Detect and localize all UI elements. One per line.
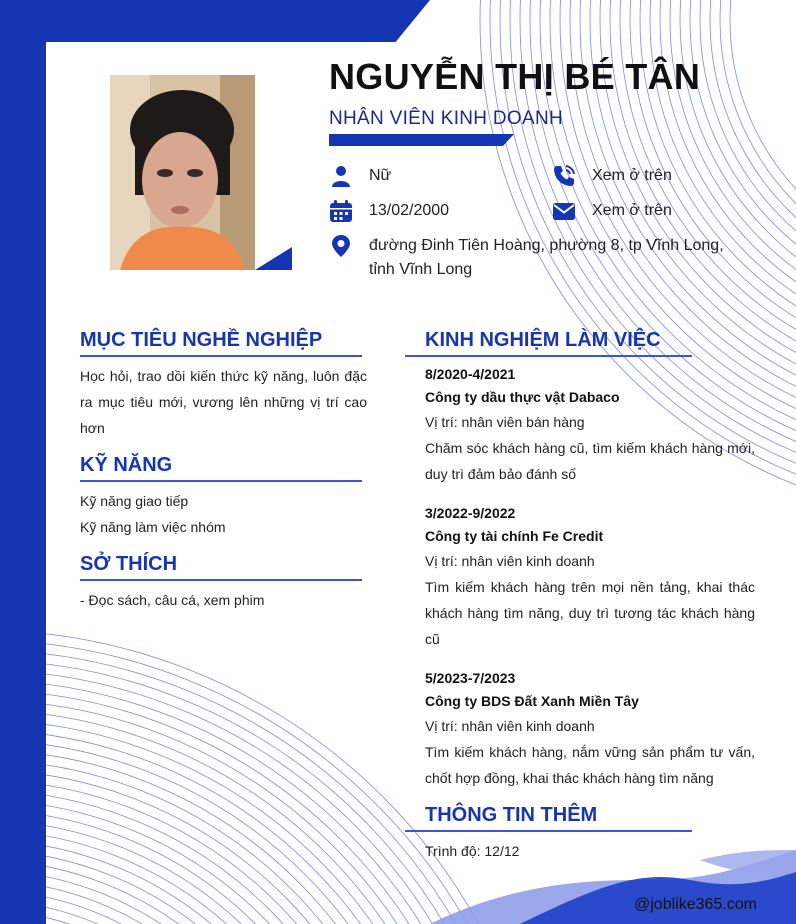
experience-divider [405,355,692,357]
hobbies-text: - Đọc sách, câu cá, xem phim [80,592,265,608]
user-icon [329,164,353,188]
envelope-icon [552,199,576,223]
objective-text: Học hỏi, trao dồi kiến thức kỹ năng, luôn đặc ra mục tiêu mới, vương lên những vị trí cao hơn [80,368,367,436]
left-accent-bar [0,0,46,924]
job-company: Công ty BDS Đất Xanh Miền Tây [425,693,639,709]
contact-address [329,234,749,282]
candidate-name: NGUYỄN THỊ BÉ TÂN [329,56,701,97]
contact-phone [552,164,672,188]
title-underline [329,134,514,146]
contact-email [552,199,672,223]
skills-divider [80,480,362,482]
phone-icon [552,164,576,188]
job-description: Tìm kiếm khách hàng trên mọi nền tảng, khai thác khách hàng tìm năng, duy trì tương tác khách hàng cũ [425,579,755,647]
contact-dob [329,199,449,223]
contact-gender [329,164,391,188]
map-pin-icon [329,234,353,258]
experience-heading: KINH NGHIỆM LÀM VIỆC [425,329,661,351]
phone-value: Xem ở trên [592,167,672,184]
profile-photo [110,75,255,270]
skills-heading: KỸ NĂNG [80,454,173,476]
job-description: Chăm sóc khách hàng cũ, tìm kiếm khách hàng mới, duy trì đảm bảo đánh số [425,440,755,482]
job-period: 3/2022-9/2022 [425,505,516,521]
extra-info-divider [405,830,692,832]
job-title: NHÂN VIÊN KINH DOANH [329,108,564,129]
objective-divider [80,355,362,357]
objective-heading: MỤC TIÊU NGHỀ NGHIỆP [80,329,323,351]
top-accent-bar [0,0,430,42]
job-position: Vị trí: nhân viên bán hàng [425,414,585,430]
watermark: @joblike365.com [634,896,757,913]
job-position: Vị trí: nhân viên kinh doanh [425,718,595,734]
job-company: Công ty dầu thực vật Dabaco [425,389,620,405]
job-company: Công ty tài chính Fe Credit [425,528,604,544]
extra-info-text: Trình độ: 12/12 [425,843,520,859]
skill-item: Kỹ năng làm việc nhóm [80,519,226,535]
hobbies-divider [80,579,362,581]
calendar-icon [329,199,353,223]
job-period: 8/2020-4/2021 [425,366,516,382]
gender-value: Nữ [369,167,392,184]
job-position: Vị trí: nhân viên kinh doanh [425,553,595,569]
address-value: đường Đinh Tiên Hoàng, phường 8, tp Vĩnh Long, tỉnh Vĩnh Long [369,237,724,278]
extra-info-heading: THÔNG TIN THÊM [425,804,598,826]
job-period: 5/2023-7/2023 [425,670,516,686]
dob-value: 13/02/2000 [369,202,450,219]
skill-item: Kỹ năng giao tiếp [80,493,189,509]
hobbies-heading: SỞ THÍCH [80,553,178,575]
email-value: Xem ở trên [592,202,672,219]
job-description: Tìm kiếm khách hàng, nắm vững sản phẩm tư vấn, chốt hợp đồng, khai thác khách hàng tìm năng [425,744,755,786]
